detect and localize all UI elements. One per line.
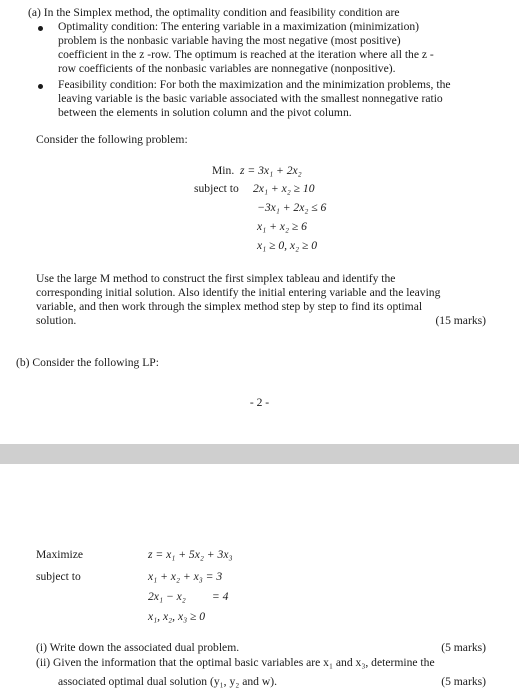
subject-to-b: subject to xyxy=(36,570,81,583)
subject-to-a: subject to xyxy=(194,182,239,195)
maximize-label: Maximize xyxy=(36,548,84,561)
page-break xyxy=(0,444,519,464)
bullet-2-line: between the elements in solution column and the pivot column. xyxy=(58,106,352,119)
question-i: (i) Write down the associated dual problem. xyxy=(36,641,240,654)
part-b-intro: (b) Consider the following LP: xyxy=(16,356,159,369)
constraint-b-3: x₁, x₂, x₃ ≥ 0 xyxy=(148,610,206,623)
bullet-2-line: leaving variable is the basic variable associated with the smallest nonnegative ratio xyxy=(58,92,443,105)
optimality-condition xyxy=(58,20,488,76)
marks-i: (5 marks) xyxy=(441,641,486,654)
bullet-1-line: row coefficients of the nonbasic variables are nonnegative (nonpositive). xyxy=(58,62,396,75)
objective-b: z = x₁ + 5x₂ + 3x₃ xyxy=(148,548,233,561)
question-ii-cont: associated optimal dual solution (y₁, y₂ and w). xyxy=(58,675,277,688)
bullet-1-line: coefficient in the z -row. The optimum is reached at the iteration where all the z - xyxy=(58,48,434,61)
bullet-1-dot xyxy=(38,26,43,31)
constraint-b-2: 2x₁ − x₂ = 4 xyxy=(148,590,229,603)
bullet-1-line: Optimality condition: The entering variable in a maximization (minimization) xyxy=(58,20,420,33)
task-line: variable, and then work through the simplex method step by step to find its optimal xyxy=(36,300,423,313)
part-a-intro: (a) In the Simplex method, the optimality condition and feasibility condition are xyxy=(28,6,400,19)
marks-ii: (5 marks) xyxy=(441,675,486,688)
constraint-a-1: 2x₁ + x₂ ≥ 10 xyxy=(253,182,315,195)
task-line: solution. xyxy=(36,314,77,327)
bullet-2-dot xyxy=(38,84,43,89)
marks-a: (15 marks) xyxy=(435,314,486,327)
constraint-b-1: x₁ + x₂ + x₃ = 3 xyxy=(148,570,223,583)
question-ii: (ii) Given the information that the optimal basic variables are x₁ and x₃, determine the xyxy=(36,656,435,669)
consider-problem: Consider the following problem: xyxy=(36,133,188,146)
task-paragraph xyxy=(36,272,488,328)
page-number: - 2 - xyxy=(249,396,270,409)
constraint-a-4: x₁ ≥ 0, x₂ ≥ 0 xyxy=(257,239,318,252)
task-line: corresponding initial solution. Also identify the initial entering variable and the leaving xyxy=(36,286,441,299)
task-line: Use the large M method to construct the first simplex tableau and identify the xyxy=(36,272,396,285)
min-label: Min. xyxy=(212,164,235,177)
objective-a: z = 3x₁ + 2x₂ xyxy=(240,164,302,177)
constraint-a-2: −3x₁ + 2x₂ ≤ 6 xyxy=(257,201,327,214)
bullet-2-line: Feasibility condition: For both the maximization and the minimization problems, the xyxy=(58,78,451,91)
bullet-1-line: problem is the nonbasic variable having the most negative (most positive) xyxy=(58,34,401,47)
constraint-a-3: x₁ + x₂ ≥ 6 xyxy=(257,220,307,233)
feasibility-condition xyxy=(58,78,488,120)
